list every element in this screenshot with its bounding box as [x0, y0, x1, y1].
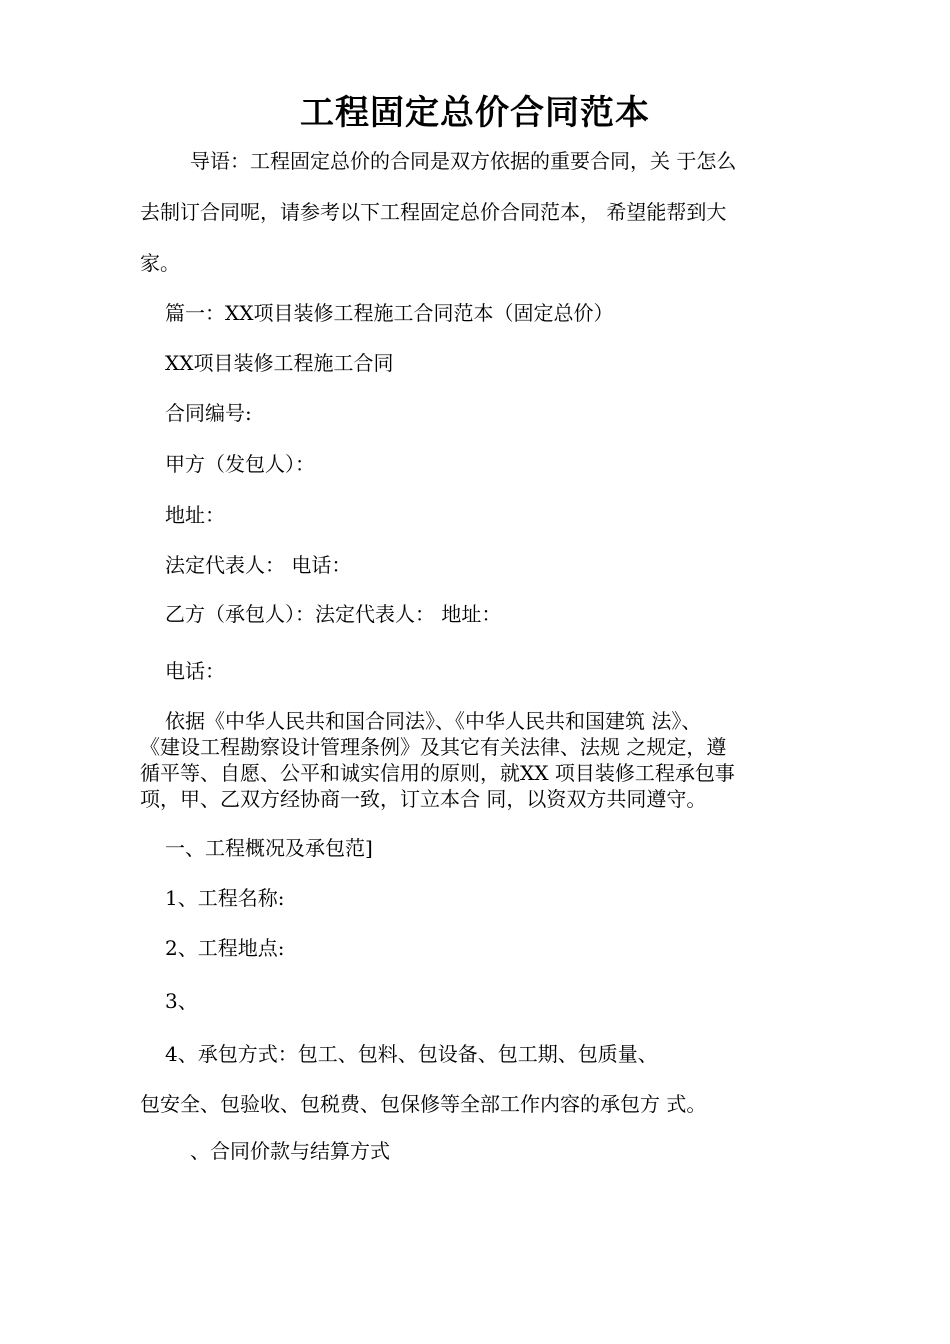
contract-title: XX项目装修工程施工合同	[165, 351, 394, 375]
contract-number-label: 合同编号:	[165, 401, 252, 425]
section-heading-chapter-1: 篇一：XX项目装修工程施工合同范本（固定总价）	[165, 301, 614, 325]
basis-line-1: 依据《中华人民共和国合同法》、《中华人民共和国建筑 法》、	[165, 709, 702, 733]
item-project-name: 1、工程名称:	[165, 886, 285, 910]
party-a-address-label: 地址：	[165, 503, 225, 527]
basis-line-3: 循平等、自愿、公平和诚实信用的原则，就XX 项目装修工程承包事	[140, 761, 735, 785]
party-a-label: 甲方（发包人）：	[165, 452, 315, 476]
party-a-legal-rep-label: 法定代表人： 电话：	[165, 553, 352, 577]
basis-line-4: 项，甲、乙双方经协商一致，订立本合 同，以资双方共同遵守。	[140, 787, 707, 811]
basis-line-2: 《建设工程勘察设计管理条例》及其它有关法律、法规 之规定，遵	[140, 735, 727, 759]
party-b-phone-label: 电话：	[165, 659, 225, 683]
section-heading-2: 、合同价款与结算方式	[190, 1139, 390, 1163]
section-heading-1: 一、工程概况及承包范]	[165, 836, 373, 860]
intro-line-1: 导语：工程固定总价的合同是双方依据的重要合同，关 于怎么	[190, 149, 737, 173]
item-contract-method-line-2: 包安全、包验收、包税费、包保修等全部工作内容的承包方 式。	[140, 1092, 707, 1116]
item-project-location: 2、工程地点:	[165, 936, 285, 960]
item-contract-method-line-1: 4、承包方式：包工、包料、包设备、包工期、包质量、	[165, 1042, 658, 1066]
intro-line-2: 去制订合同呢，请参考以下工程固定总价合同范本， 希望能帮到大	[140, 200, 727, 224]
item-3: 3、	[165, 989, 198, 1013]
intro-line-3: 家。	[140, 251, 180, 275]
party-b-label: 乙方（承包人）：法定代表人： 地址：	[165, 602, 502, 626]
document-title: 工程固定总价合同范本	[300, 93, 650, 133]
contract-basis-paragraph	[140, 708, 820, 812]
